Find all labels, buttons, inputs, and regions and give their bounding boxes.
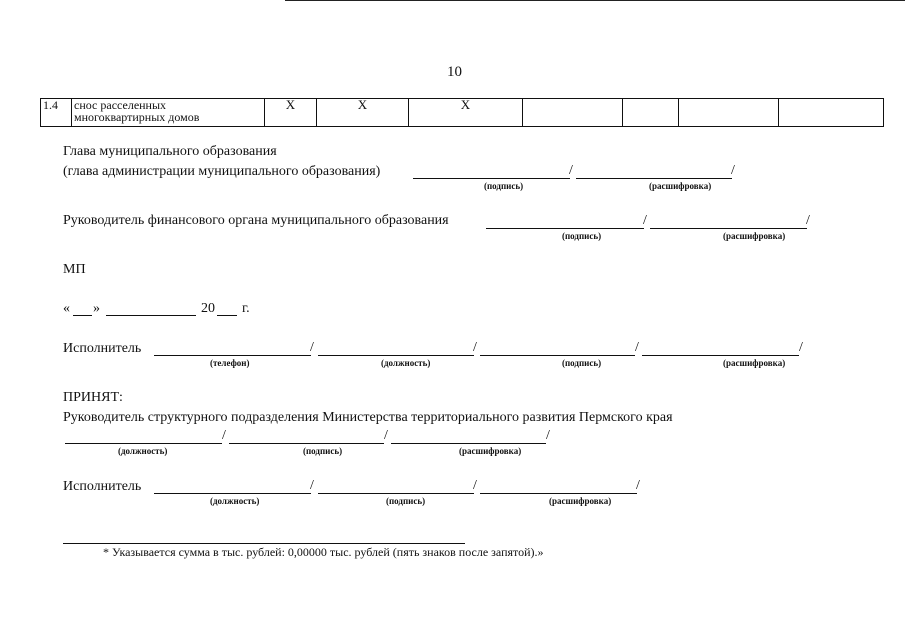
executor2-position-field[interactable] <box>154 493 311 494</box>
footnote-separator <box>63 543 465 544</box>
row-number-cell: 1.4 <box>41 99 72 127</box>
executor-label: Исполнитель <box>63 341 142 356</box>
empty-cell <box>523 99 623 127</box>
separator: / <box>222 428 226 443</box>
x-mark-cell: X <box>265 99 317 127</box>
phone-caption: (телефон) <box>210 358 250 368</box>
accepted-position-field[interactable] <box>65 443 222 444</box>
separator: / <box>636 478 640 493</box>
date-open-quote: « <box>63 301 70 316</box>
top-border-line <box>285 0 905 1</box>
separator: / <box>569 163 573 178</box>
accepted-signature-field[interactable] <box>229 443 384 444</box>
fin-decoding-field[interactable] <box>650 228 807 229</box>
head-decoding-field[interactable] <box>576 178 732 179</box>
table-row <box>41 99 884 127</box>
x-mark-cell: X <box>317 99 409 127</box>
empty-cell <box>779 99 884 127</box>
executor-phone-field[interactable] <box>154 355 311 356</box>
accepted-head-label: Руководитель структурного подразделения Министерства территориального развития Пермского края <box>63 410 673 425</box>
x-mark-cell: X <box>409 99 523 127</box>
year-field[interactable] <box>217 315 237 316</box>
page-number: 10 <box>447 64 462 80</box>
seal-place-label: МП <box>63 262 86 277</box>
day-field[interactable] <box>73 315 92 316</box>
signature-caption: (подпись) <box>562 231 602 241</box>
separator: / <box>635 340 639 355</box>
footnote: * Указывается сумма в тыс. рублей: 0,00000 тыс. рублей (пять знаков после запятой).» <box>103 545 544 559</box>
decoding-caption: (расшифровка) <box>459 446 522 456</box>
budget-table <box>40 98 884 127</box>
executor-decoding-field[interactable] <box>642 355 799 356</box>
executor-label: Исполнитель <box>63 479 142 494</box>
separator: / <box>473 478 477 493</box>
year-suffix: г. <box>242 301 250 316</box>
separator: / <box>384 428 388 443</box>
head-title-line1: Глава муниципального образования <box>63 144 277 159</box>
executor-signature-field[interactable] <box>480 355 635 356</box>
row-name-cell: снос расселенных многоквартирных домов <box>72 99 265 127</box>
empty-cell <box>623 99 679 127</box>
separator: / <box>473 340 477 355</box>
accepted-title: ПРИНЯТ: <box>63 390 123 405</box>
separator: / <box>799 340 803 355</box>
fin-signature-field[interactable] <box>486 228 644 229</box>
position-caption: (должность) <box>118 446 168 456</box>
position-caption: (должность) <box>210 496 260 506</box>
signature-caption: (подпись) <box>386 496 426 506</box>
signature-caption: (подпись) <box>303 446 343 456</box>
separator: / <box>310 478 314 493</box>
separator: / <box>806 213 810 228</box>
position-caption: (должность) <box>381 358 431 368</box>
separator: / <box>310 340 314 355</box>
decoding-caption: (расшифровка) <box>649 181 712 191</box>
signature-caption: (подпись) <box>484 181 524 191</box>
month-field[interactable] <box>106 315 196 316</box>
year-prefix: 20 <box>201 301 215 316</box>
fin-head-label: Руководитель финансового органа муниципального образования <box>63 213 449 228</box>
date-close-quote: » <box>93 301 100 316</box>
separator: / <box>546 428 550 443</box>
head-signature-field[interactable] <box>413 178 570 179</box>
executor2-signature-field[interactable] <box>318 493 474 494</box>
decoding-caption: (расшифровка) <box>549 496 612 506</box>
decoding-caption: (расшифровка) <box>723 231 786 241</box>
accepted-decoding-field[interactable] <box>391 443 546 444</box>
decoding-caption: (расшифровка) <box>723 358 786 368</box>
executor-position-field[interactable] <box>318 355 474 356</box>
signature-caption: (подпись) <box>562 358 602 368</box>
empty-cell <box>679 99 779 127</box>
executor2-decoding-field[interactable] <box>480 493 637 494</box>
separator: / <box>731 163 735 178</box>
head-title-line2: (глава администрации муниципального образования) <box>63 164 381 179</box>
separator: / <box>643 213 647 228</box>
